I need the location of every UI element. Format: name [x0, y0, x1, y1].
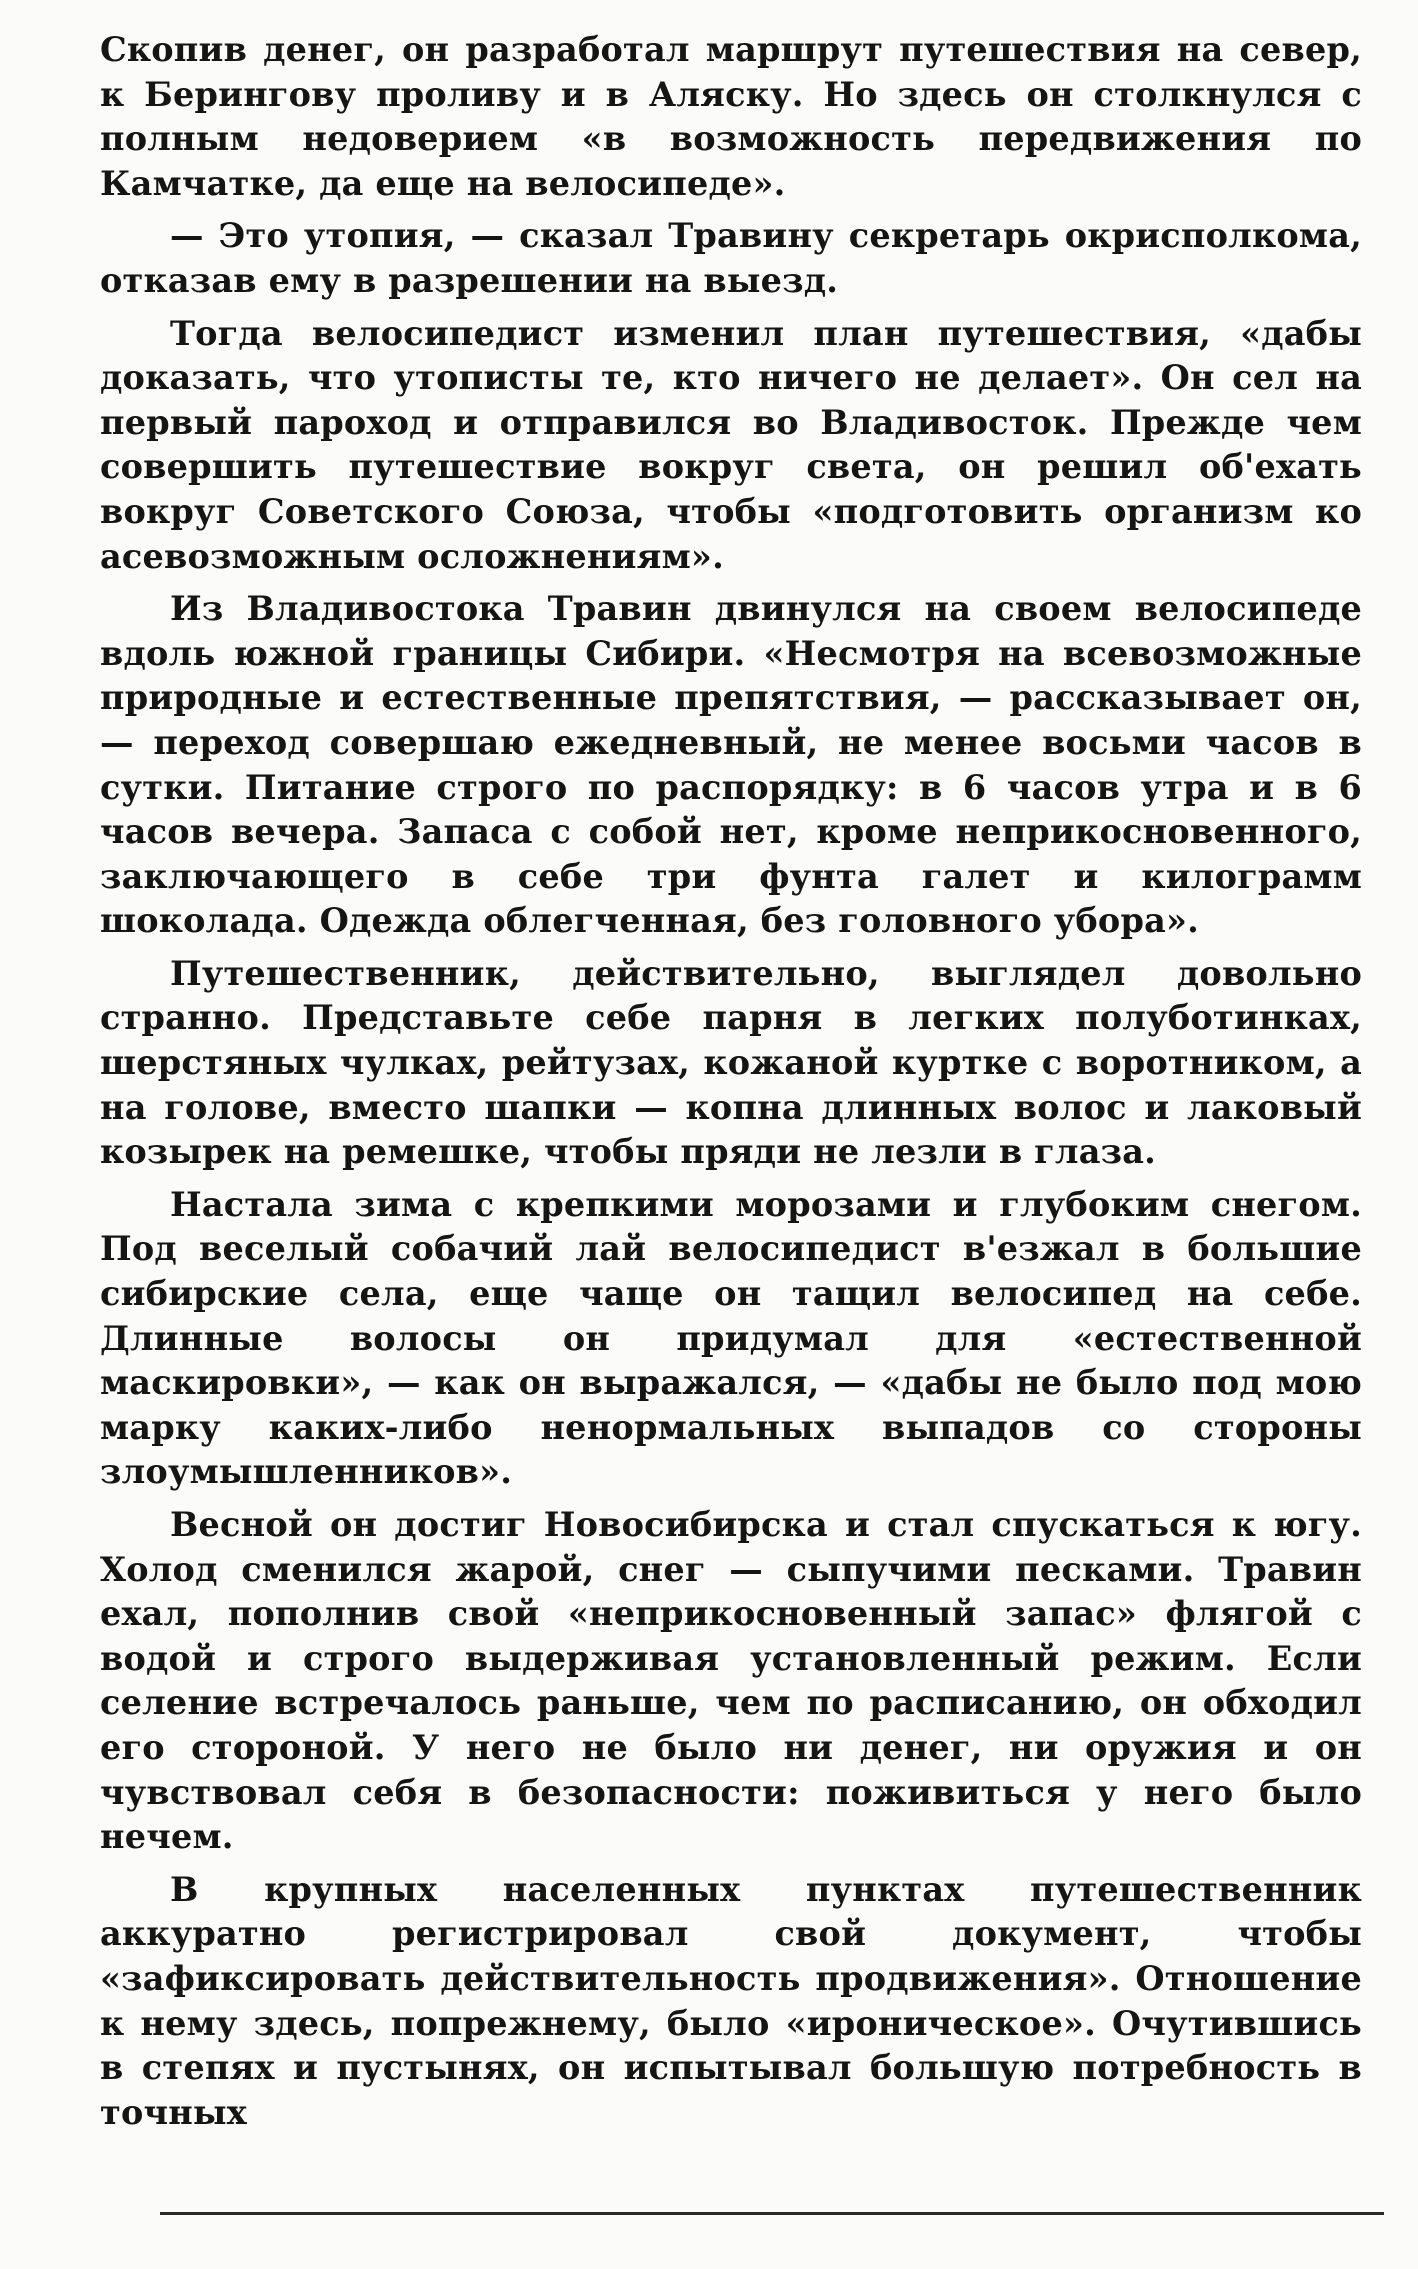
article-paragraph-4: Из Владивостока Травин двинулся на своем велосипеде вдоль южной границы Сибири. «Несмотря на всевозможные природные и естественные препятствия, — рассказывает он, — переход совершаю ежедневный, не менее восьми часов в сутки. Питание строго по распорядку: в 6 часов утра и в 6 часов вечера. Запаса с собой нет, кроме неприкосновенного, заключающего в себе три фунта галет и килограмм шоколада. Одежда облегченная, без головного убора».: [100, 589, 1362, 941]
column-bottom-rule: [160, 2212, 1384, 2215]
article-paragraph-3: Тогда велосипедист изменил план путешествия, «дабы доказать, что утописты те, кто ничего не делает». Он сел на первый пароход и отправился во Владивосток. Прежде чем совершить путешествие вокруг света, он решил об'ехать вокруг Советского Союза, чтобы «подготовить организм ко асевозможным осложнениям».: [100, 313, 1362, 576]
article-paragraph-1: Скопив денег, он разработал маршрут путешествия на север, к Берингову проливу и в Аляску. Но здесь он столкнулся с полным недоверием «в возможность передвижения по Камчатке, да еще на велосипеде».: [100, 30, 1362, 203]
article-paragraph-2: — Это утопия, — сказал Травину секретарь окрисполкома, отказав ему в разрешении на выезд.: [100, 216, 1362, 300]
article-paragraph-7: Весной он достиг Новосибирска и стал спускаться к югу. Холод сменился жарой, снег — сыпучими песками. Травин ехал, пополнив свой «неприкосновенный запас» флягой с водой и строго выдерживая установленный режим. Если селение встречалось раньше, чем по расписанию, он обходил его стороной. У него не было ни денег, ни оружия и он чувствовал себя в безопасности: поживиться у него было нечем.: [100, 1505, 1362, 1857]
article-column: [100, 28, 1362, 2135]
article-paragraph-6: Настала зима с крепкими морозами и глубоким снегом. Под веселый собачий лай велосипедист в'езжал в большие сибирские села, еще чаще он тащил велосипед на себе. Длинные волосы он придумал для «естественной маскировки», — как он выражался, — «дабы не было под мою марку каких-либо ненормальных выпадов со стороны злоумышленников».: [100, 1184, 1362, 1492]
article-paragraph-5: Путешественник, действительно, выглядел довольно странно. Представьте себе парня в легких полуботинках, шерстяных чулках, рейтузах, кожаной куртке с воротником, а на голове, вместо шапки — копна длинных волос и лаковый козырек на ремешке, чтобы пряди не лезли в глаза.: [100, 953, 1362, 1172]
article-paragraph-8: В крупных населенных пунктах путешественник аккуратно регистрировал свой документ, чтобы «зафиксировать действительность продвижения». Отношение к нему здесь, попрежнему, было «ироническое». Очутившись в степях и пустынях, он испытывал большую потребность в точных: [100, 1869, 1362, 2132]
